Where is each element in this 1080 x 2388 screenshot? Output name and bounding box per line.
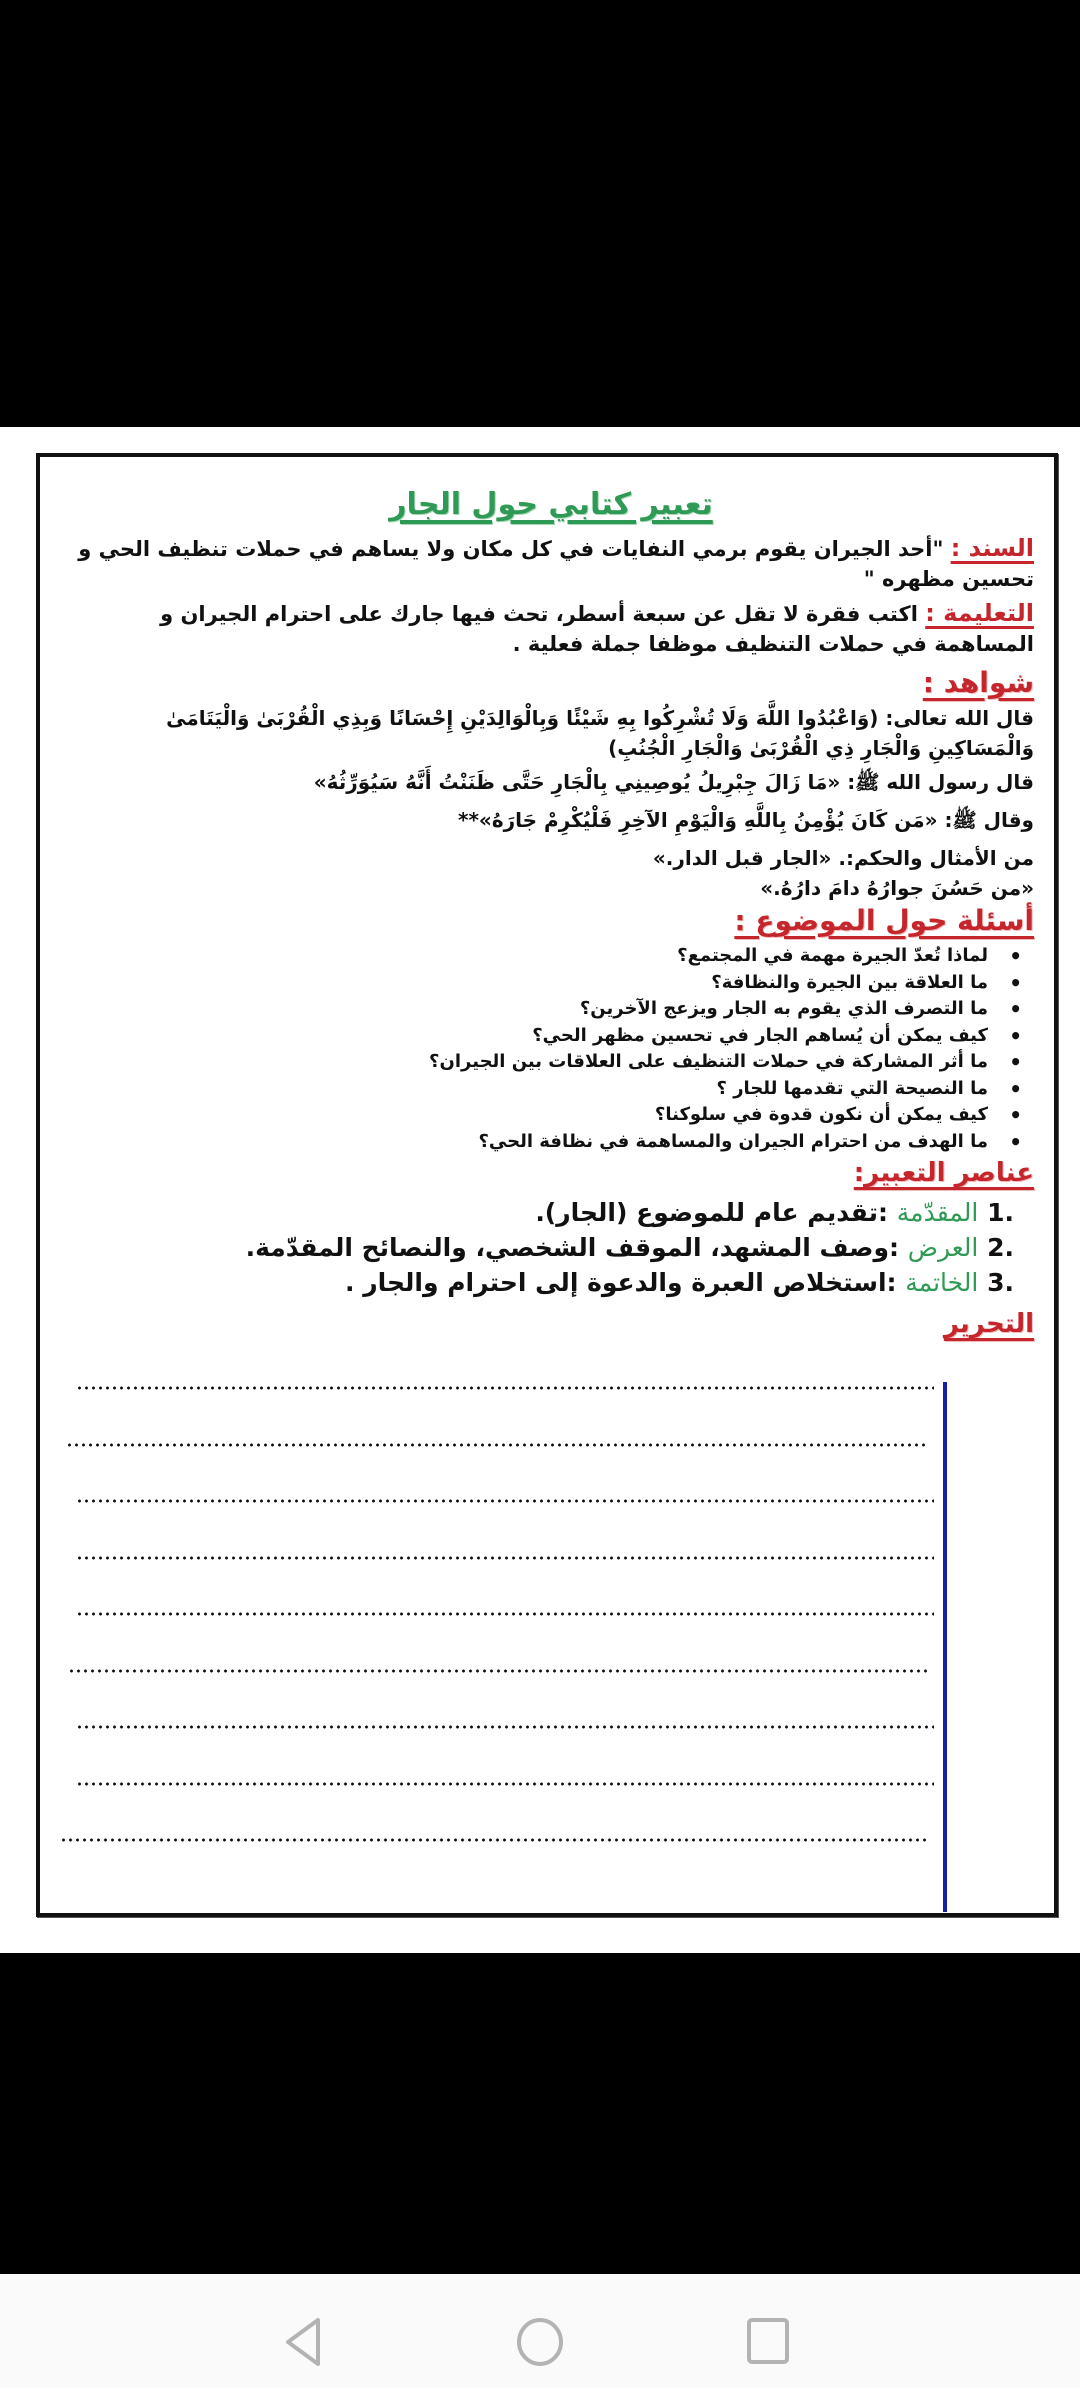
worksheet-title: تعبير كتابي حول الجار bbox=[389, 487, 713, 522]
writing-line[interactable] bbox=[76, 1725, 934, 1729]
proverbs-intro: من الأمثال والحكم:. «الجار قبل الدار.» bbox=[652, 846, 1034, 870]
question-item: • ما أثر المشاركة في حملات التنظيف على العلاقات بين الجيران؟ bbox=[68, 1049, 988, 1076]
element-item bbox=[68, 1265, 1014, 1300]
prompt-paragraph bbox=[68, 533, 1034, 594]
hadith-2: وقال ﷺ: «مَن كَانَ يُؤْمِنُ بِاللَّهِ وَالْيَوْمِ الآخِرِ فَلْيُكْرِمْ جَارَهُ»** bbox=[458, 808, 1034, 832]
writing-line[interactable] bbox=[76, 1556, 934, 1560]
worksheet-content bbox=[68, 457, 1034, 1342]
instruction-label: التعليمة : bbox=[925, 599, 1034, 627]
question-item: • ما الهدف من احترام الجيران والمساهمة في نظافة الحي؟ bbox=[68, 1129, 988, 1156]
evidence-heading: شواهد : bbox=[922, 666, 1034, 699]
writing-line[interactable] bbox=[66, 1443, 928, 1447]
writing-heading: التحرير bbox=[943, 1309, 1034, 1339]
element-number: 2. bbox=[987, 1233, 1014, 1262]
writing-line[interactable] bbox=[68, 1669, 930, 1673]
prompt-text: "أحد الجيران يقوم برمي النفايات في كل مكان ولا يساهم في حملات تنظيف الحي و تحسين مظهره " bbox=[78, 537, 1034, 591]
element-item bbox=[68, 1230, 1014, 1265]
element-item bbox=[68, 1195, 1014, 1230]
writing-line[interactable] bbox=[76, 1782, 934, 1786]
writing-line[interactable] bbox=[76, 1612, 934, 1616]
recents-button[interactable] bbox=[745, 2316, 795, 2368]
writing-line[interactable] bbox=[76, 1386, 934, 1390]
element-key: المقدّمة bbox=[896, 1198, 979, 1227]
elements-list bbox=[68, 1195, 1034, 1300]
element-text: :استخلاص العبرة والدعوة إلى احترام والجار . bbox=[345, 1268, 897, 1297]
document-page bbox=[0, 427, 1080, 1953]
element-number: 3. bbox=[987, 1268, 1014, 1297]
element-text: :وصف المشهد، الموقف الشخصي، والنصائح المقدّمة. bbox=[245, 1233, 899, 1262]
question-item: • لماذا تُعدّ الجيرة مهمة في المجتمع؟ bbox=[68, 943, 988, 970]
questions-list bbox=[68, 943, 1034, 1155]
question-item: • ما النصيحة التي تقدمها للجار ؟ bbox=[68, 1076, 988, 1103]
top-black-bar bbox=[0, 0, 1080, 427]
prompt-label: السند : bbox=[950, 534, 1034, 562]
instruction-text: اكتب فقرة لا تقل عن سبعة أسطر، تحث فيها جارك على احترام الجيران و المساهمة في حملات التنظيف موظفا جملة فعلية . bbox=[160, 602, 1034, 656]
question-item: • كيف يمكن أن يُساهم الجار في تحسين مظهر الحي؟ bbox=[68, 1023, 988, 1050]
home-icon bbox=[515, 2316, 565, 2368]
android-nav-bar bbox=[0, 2274, 1080, 2388]
home-button[interactable] bbox=[515, 2316, 565, 2368]
questions-heading: أسئلة حول الموضوع : bbox=[734, 904, 1034, 937]
element-key: الخاتمة bbox=[905, 1268, 979, 1297]
question-item: • ما العلاقة بين الجيرة والنظافة؟ bbox=[68, 970, 988, 997]
element-key: العرض bbox=[907, 1233, 979, 1262]
element-text: :تقديم عام للموضوع (الجار). bbox=[535, 1198, 889, 1227]
back-button[interactable] bbox=[280, 2316, 330, 2368]
question-item: • ما التصرف الذي يقوم به الجار ويزعج الآخرين؟ bbox=[68, 996, 988, 1023]
back-icon bbox=[280, 2316, 330, 2368]
hadith-1: قال رسول الله ﷺ: «مَا زَالَ جِبْرِيلُ يُوصِينِي بِالْجَارِ حَتَّى ظَنَنْتُ أَنَّهُ سَيُوَرِّثُهُ» bbox=[313, 770, 1034, 794]
writing-line[interactable] bbox=[76, 1499, 934, 1503]
elements-heading: عناصر التعبير: bbox=[853, 1158, 1034, 1188]
worksheet-frame bbox=[36, 453, 1058, 1917]
instruction-paragraph bbox=[68, 598, 1034, 659]
element-number: 1. bbox=[987, 1198, 1014, 1227]
margin-line bbox=[943, 1382, 947, 1912]
quran-verse: قال الله تعالى: (وَاعْبُدُوا اللَّهَ وَلَا تُشْرِكُوا بِهِ شَيْئًا وَبِالْوَالِدَيْنِ إِحْسَانًا وَبِذِي الْقُرْبَىٰ وَالْيَتَامَىٰ وَالْمَسَاكِينِ وَالْجَارِ ذِي الْقُرْبَىٰ وَالْجَارِ الْجُنُبِ) bbox=[166, 706, 1034, 760]
proverb-2: «من حَسُنَ جوارُهُ دامَ دارُهُ.» bbox=[760, 876, 1034, 900]
question-item: • كيف يمكن أن نكون قدوة في سلوكنا؟ bbox=[68, 1102, 988, 1129]
recents-icon bbox=[745, 2316, 795, 2368]
writing-line[interactable] bbox=[60, 1838, 930, 1842]
